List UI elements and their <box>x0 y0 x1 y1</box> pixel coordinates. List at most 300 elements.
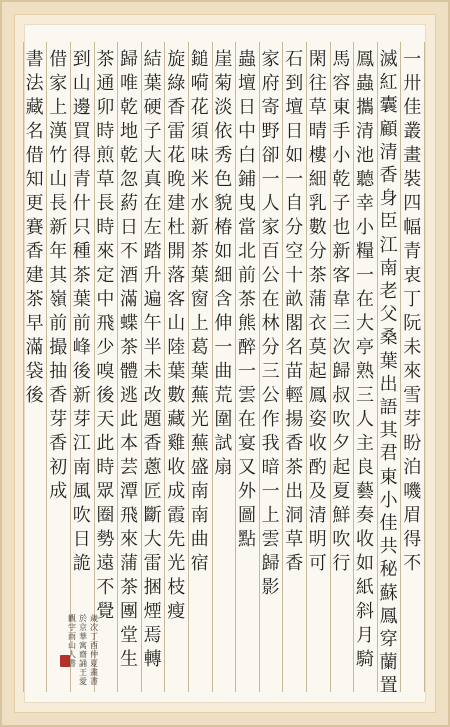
calligraphy-character: 姿 <box>308 409 327 430</box>
calligraphy-character: 當 <box>237 217 256 238</box>
calligraphy-character: 閑 <box>308 49 327 70</box>
calligraphy-character: 枝 <box>167 577 186 598</box>
calligraphy-character: 畫 <box>403 145 422 166</box>
calligraphy-character: 葉 <box>167 361 186 382</box>
calligraphy-character: 乾 <box>119 145 138 166</box>
calligraphy-character: 成 <box>167 481 186 502</box>
calligraphy-character: 香 <box>143 433 162 454</box>
calligraphy-character: 奏 <box>355 505 374 526</box>
calligraphy-column <box>188 48 212 576</box>
calligraphy-character: 題 <box>143 409 162 430</box>
calligraphy-character: 上 <box>261 505 280 526</box>
calligraphy-character: 茶 <box>72 265 91 286</box>
calligraphy-character: 北 <box>237 241 256 262</box>
calligraphy-character: 漢 <box>49 121 68 142</box>
calligraphy-character: 此 <box>119 409 138 430</box>
calligraphy-character: 收 <box>167 457 186 478</box>
calligraphy-character: 影 <box>261 577 280 598</box>
calligraphy-character: 及 <box>308 481 327 502</box>
calligraphy-character: 潭 <box>119 481 138 502</box>
calligraphy-character: 風 <box>72 481 91 502</box>
calligraphy-character: 雷 <box>167 121 186 142</box>
calligraphy-character: 時 <box>96 121 115 142</box>
calligraphy-character: 芸 <box>119 457 138 478</box>
calligraphy-character: 南 <box>190 505 209 526</box>
calligraphy-character: 藝 <box>355 481 374 502</box>
calligraphy-character: 容 <box>332 73 351 94</box>
calligraphy-character: 落 <box>167 265 186 286</box>
calligraphy-character: 雲 <box>237 385 256 406</box>
calligraphy-character: 長 <box>96 193 115 214</box>
calligraphy-character: 人 <box>355 409 374 430</box>
calligraphy-character: 在 <box>355 289 374 310</box>
calligraphy-character: 盛 <box>190 457 209 478</box>
calligraphy-character: 石 <box>285 49 304 70</box>
calligraphy-character: 盼 <box>403 433 422 454</box>
calligraphy-character: 未 <box>143 361 162 382</box>
calligraphy-character: 公 <box>261 265 280 286</box>
calligraphy-character: 新 <box>72 385 91 406</box>
calligraphy-character: 先 <box>167 529 186 550</box>
calligraphy-character: 光 <box>167 553 186 574</box>
calligraphy-character: 到 <box>72 49 91 70</box>
calligraphy-character: 韋 <box>332 289 351 310</box>
calligraphy-character: 壇 <box>237 73 256 94</box>
signature-character: 歲 <box>90 614 98 623</box>
calligraphy-character: 到 <box>285 73 304 94</box>
calligraphy-character: 家 <box>49 73 68 94</box>
signature-character: 京 <box>79 623 87 632</box>
calligraphy-column <box>141 48 165 672</box>
calligraphy-character: 幅 <box>403 217 422 238</box>
calligraphy-character: 名 <box>25 121 44 142</box>
calligraphy-character: 明 <box>308 529 327 550</box>
calligraphy-character: 試 <box>214 433 233 454</box>
calligraphy-character: 邊 <box>72 97 91 118</box>
calligraphy-character: 種 <box>72 241 91 262</box>
calligraphy-character: 其 <box>49 265 68 286</box>
calligraphy-character: 覺 <box>96 601 115 622</box>
calligraphy-character: 茶 <box>25 289 44 310</box>
calligraphy-character: 日 <box>119 217 138 238</box>
calligraphy-character: 芽 <box>49 409 68 430</box>
calligraphy-character: 蕪 <box>190 385 209 406</box>
signature-character: 雨 <box>68 632 76 641</box>
calligraphy-character: 一 <box>214 337 233 358</box>
signature-character: 王 <box>79 668 87 677</box>
calligraphy-character: 卻 <box>261 145 280 166</box>
calligraphy-character: 囊 <box>379 95 398 117</box>
calligraphy-character: 斜 <box>355 601 374 622</box>
calligraphy-character: 蘭 <box>379 652 398 674</box>
calligraphy-character: 未 <box>403 337 422 358</box>
calligraphy-character: 良 <box>355 457 374 478</box>
signature-character: 愛 <box>79 677 87 686</box>
calligraphy-character: 池 <box>355 145 374 166</box>
calligraphy-character: 竹 <box>49 145 68 166</box>
calligraphy-character: 知 <box>25 169 44 190</box>
calligraphy-character: 葉 <box>72 289 91 310</box>
calligraphy-character: 人 <box>261 193 280 214</box>
calligraphy-character: 依 <box>214 121 233 142</box>
calligraphy-character: 大 <box>355 313 374 334</box>
calligraphy-character: 嗅 <box>96 361 115 382</box>
calligraphy-character: 紅 <box>379 72 398 94</box>
calligraphy-character: 嶺 <box>49 289 68 310</box>
calligraphy-character: 中 <box>237 121 256 142</box>
calligraphy-character: 綠 <box>167 73 186 94</box>
calligraphy-character: 伸 <box>214 313 233 334</box>
calligraphy-character: 吹 <box>332 409 351 430</box>
calligraphy-character: 宿 <box>190 553 209 574</box>
calligraphy-character: 扇 <box>214 457 233 478</box>
calligraphy-character: 滅 <box>379 49 398 70</box>
calligraphy-character: 米 <box>190 169 209 190</box>
calligraphy-character: 借 <box>49 49 68 70</box>
calligraphy-character: 香 <box>49 385 68 406</box>
calligraphy-character: 在 <box>143 193 162 214</box>
calligraphy-character: 書 <box>25 49 44 70</box>
calligraphy-character: 大 <box>143 145 162 166</box>
calligraphy-character: 夕 <box>332 433 351 454</box>
calligraphy-character: 語 <box>379 397 398 419</box>
calligraphy-character: 可 <box>308 553 327 574</box>
calligraphy-character: 數 <box>167 385 186 406</box>
calligraphy-character: 後 <box>25 385 44 406</box>
calligraphy-character: 酌 <box>308 457 327 478</box>
calligraphy-character: 一 <box>285 169 304 190</box>
calligraphy-character: 乾 <box>119 97 138 118</box>
calligraphy-character: 水 <box>190 193 209 214</box>
calligraphy-character: 出 <box>285 481 304 502</box>
calligraphy-character: 行 <box>332 553 351 574</box>
calligraphy-character: 光 <box>190 409 209 430</box>
calligraphy-character: 什 <box>72 193 91 214</box>
calligraphy-character: 聽 <box>355 169 374 190</box>
signature-character: 畫 <box>90 668 98 677</box>
calligraphy-character: 得 <box>72 145 91 166</box>
calligraphy-character: 如 <box>214 241 233 262</box>
calligraphy-character: 顧 <box>379 118 398 140</box>
calligraphy-character: 香 <box>285 553 304 574</box>
calligraphy-character: 勢 <box>96 529 115 550</box>
signature-character: 仲 <box>90 650 98 659</box>
calligraphy-character: 自 <box>285 193 304 214</box>
calligraphy-character: 秀 <box>214 145 233 166</box>
calligraphy-character: 乾 <box>332 169 351 190</box>
calligraphy-character: 焉 <box>143 625 162 646</box>
calligraphy-character: 客 <box>332 265 351 286</box>
calligraphy-character: 天 <box>96 409 115 430</box>
calligraphy-character: 初 <box>49 457 68 478</box>
calligraphy-character: 歸 <box>119 49 138 70</box>
calligraphy-character: 新 <box>332 241 351 262</box>
calligraphy-character: 硬 <box>143 97 162 118</box>
calligraphy-character: 來 <box>119 529 138 550</box>
calligraphy-character: 雲 <box>261 529 280 550</box>
calligraphy-character: 南 <box>190 481 209 502</box>
calligraphy-character: 作 <box>261 409 280 430</box>
signature-character: 夏 <box>90 659 98 668</box>
calligraphy-character: 小 <box>355 217 374 238</box>
calligraphy-character: 蘇 <box>379 582 398 604</box>
calligraphy-character: 結 <box>143 49 162 70</box>
calligraphy-column <box>23 48 47 408</box>
calligraphy-character: 大 <box>143 529 162 550</box>
calligraphy-character: 建 <box>25 265 44 286</box>
calligraphy-character: 醉 <box>237 337 256 358</box>
calligraphy-column <box>330 48 354 576</box>
calligraphy-character: 鳳 <box>379 605 398 627</box>
calligraphy-character: 草 <box>96 169 115 190</box>
calligraphy-character: 草 <box>285 529 304 550</box>
calligraphy-character: 熟 <box>355 361 374 382</box>
calligraphy-character: 遍 <box>143 289 162 310</box>
calligraphy-character: 茶 <box>119 577 138 598</box>
calligraphy-character: 體 <box>119 361 138 382</box>
calligraphy-character: 臣 <box>379 211 398 233</box>
calligraphy-character: 分 <box>308 241 327 262</box>
calligraphy-character: 前 <box>72 313 91 334</box>
calligraphy-character: 點 <box>237 529 256 550</box>
calligraphy-character: 鳳 <box>355 49 374 70</box>
signature-character: 次 <box>90 623 98 632</box>
calligraphy-character: 晚 <box>167 169 186 190</box>
calligraphy-character: 踏 <box>143 241 162 262</box>
calligraphy-character: 崖 <box>214 49 233 70</box>
calligraphy-character: 草 <box>308 97 327 118</box>
signature-character: 酉 <box>90 641 98 650</box>
calligraphy-character: 晴 <box>308 121 327 142</box>
calligraphy-character: 來 <box>96 241 115 262</box>
calligraphy-character: 後 <box>72 361 91 382</box>
calligraphy-character: 一 <box>403 49 422 70</box>
calligraphy-character: 佳 <box>403 97 422 118</box>
calligraphy-column <box>235 48 259 552</box>
calligraphy-character: 唯 <box>119 73 138 94</box>
calligraphy-character: 揚 <box>285 409 304 430</box>
calligraphy-character: 法 <box>25 73 44 94</box>
calligraphy-character: 三 <box>261 361 280 382</box>
calligraphy-character: 借 <box>25 145 44 166</box>
calligraphy-character: 杜 <box>167 217 186 238</box>
calligraphy-character: 團 <box>119 601 138 622</box>
calligraphy-character: 蔥 <box>143 457 162 478</box>
calligraphy-character: 野 <box>261 121 280 142</box>
calligraphy-character: 曲 <box>190 529 209 550</box>
calligraphy-character: 起 <box>332 457 351 478</box>
calligraphy-character: 生 <box>119 649 138 670</box>
signature-inscription <box>64 614 80 668</box>
calligraphy-character: 蝶 <box>119 313 138 334</box>
calligraphy-character: 身 <box>379 188 398 210</box>
calligraphy-character: 叔 <box>332 385 351 406</box>
signature-character: 字 <box>68 623 76 632</box>
signature-character: 齋 <box>79 650 87 659</box>
calligraphy-character: 如 <box>355 553 374 574</box>
calligraphy-character: 子 <box>143 121 162 142</box>
calligraphy-character: 歸 <box>332 361 351 382</box>
calligraphy-character: 香 <box>379 165 398 187</box>
calligraphy-character: 霞 <box>167 505 186 526</box>
calligraphy-character: 子 <box>332 193 351 214</box>
calligraphy-character: 在 <box>237 409 256 430</box>
calligraphy-character: 忽 <box>119 169 138 190</box>
calligraphy-column <box>46 48 70 504</box>
calligraphy-character: 滿 <box>119 289 138 310</box>
calligraphy-character: 又 <box>237 457 256 478</box>
calligraphy-character: 前 <box>49 313 68 334</box>
signature-character: 人 <box>68 650 76 659</box>
calligraphy-character: 老 <box>379 281 398 303</box>
calligraphy-character: 外 <box>237 481 256 502</box>
calligraphy-character: 家 <box>261 49 280 70</box>
calligraphy-character: 夏 <box>332 481 351 502</box>
calligraphy-character: 葉 <box>190 265 209 286</box>
calligraphy-character: 泊 <box>403 457 422 478</box>
calligraphy-character: 幸 <box>355 193 374 214</box>
calligraphy-character: 撮 <box>49 337 68 358</box>
calligraphy-character: 起 <box>308 361 327 382</box>
calligraphy-character: 轉 <box>143 649 162 670</box>
calligraphy-character: 細 <box>308 169 327 190</box>
calligraphy-character: 茶 <box>96 49 115 70</box>
calligraphy-character: 收 <box>355 529 374 550</box>
calligraphy-column <box>400 48 424 576</box>
calligraphy-character: 宴 <box>237 433 256 454</box>
calligraphy-character: 暗 <box>261 457 280 478</box>
calligraphy-character: 後 <box>96 385 115 406</box>
calligraphy-character: 小 <box>379 489 398 511</box>
calligraphy-character: 熊 <box>237 313 256 334</box>
calligraphy-character: 不 <box>119 241 138 262</box>
calligraphy-character: 君 <box>379 443 398 465</box>
calligraphy-character: 細 <box>214 265 233 286</box>
calligraphy-character: 次 <box>332 337 351 358</box>
calligraphy-character: 時 <box>96 217 115 238</box>
calligraphy-character: 客 <box>167 289 186 310</box>
calligraphy-character: 葉 <box>190 361 209 382</box>
calligraphy-character: 穿 <box>379 629 398 651</box>
calligraphy-character: 日 <box>237 97 256 118</box>
calligraphy-column <box>282 48 306 576</box>
signature-character: 書 <box>90 677 98 686</box>
calligraphy-character: 月 <box>355 625 374 646</box>
calligraphy-character: 佳 <box>379 513 398 535</box>
calligraphy-character: 定 <box>96 265 115 286</box>
calligraphy-character: 藏 <box>25 97 44 118</box>
calligraphy-character: 含 <box>214 289 233 310</box>
calligraphy-character: 味 <box>190 145 209 166</box>
calligraphy-character: 圍 <box>214 409 233 430</box>
calligraphy-character: 香 <box>167 97 186 118</box>
column-rule <box>424 42 425 692</box>
calligraphy-character: 上 <box>49 97 68 118</box>
calligraphy-character: 吹 <box>72 505 91 526</box>
calligraphy-character: 茶 <box>237 289 256 310</box>
calligraphy-character: 其 <box>379 420 398 442</box>
calligraphy-character: 清 <box>308 505 327 526</box>
calligraphy-character: 飛 <box>119 505 138 526</box>
calligraphy-character: 嗬 <box>190 73 209 94</box>
calligraphy-character: 南 <box>379 257 398 279</box>
calligraphy-character: 蕪 <box>190 433 209 454</box>
calligraphy-character: 新 <box>190 217 209 238</box>
calligraphy-character: 樓 <box>308 145 327 166</box>
calligraphy-character: 中 <box>96 289 115 310</box>
calligraphy-character: 建 <box>167 193 186 214</box>
calligraphy-character: 成 <box>49 481 68 502</box>
calligraphy-character: 南 <box>72 457 91 478</box>
calligraphy-character: 主 <box>355 433 374 454</box>
calligraphy-character: 往 <box>308 73 327 94</box>
signature-character: 觀 <box>68 614 76 623</box>
calligraphy-character: 本 <box>119 433 138 454</box>
calligraphy-character: 小 <box>332 145 351 166</box>
calligraphy-character: 數 <box>308 217 327 238</box>
calligraphy-character: 分 <box>261 337 280 358</box>
calligraphy-character: 江 <box>72 433 91 454</box>
calligraphy-character: 圖 <box>237 505 256 526</box>
calligraphy-character: 不 <box>403 553 422 574</box>
calligraphy-character: 蒲 <box>308 289 327 310</box>
calligraphy-character: 葛 <box>190 337 209 358</box>
calligraphy-character: 旋 <box>167 49 186 70</box>
calligraphy-character: 時 <box>96 457 115 478</box>
calligraphy-character: 此 <box>96 433 115 454</box>
calligraphy-character: 香 <box>25 241 44 262</box>
calligraphy-character: 出 <box>379 373 398 395</box>
calligraphy-character: 花 <box>167 145 186 166</box>
calligraphy-character: 來 <box>403 361 422 382</box>
calligraphy-character: 葯 <box>119 193 138 214</box>
calligraphy-character: 三 <box>332 313 351 334</box>
calligraphy-character: 半 <box>143 337 162 358</box>
calligraphy-character: 只 <box>72 217 91 238</box>
calligraphy-character: 更 <box>25 193 44 214</box>
calligraphy-character: 窗 <box>190 289 209 310</box>
calligraphy-character: 畝 <box>285 289 304 310</box>
calligraphy-character: 雞 <box>167 433 186 454</box>
calligraphy-character: 改 <box>143 385 162 406</box>
calligraphy-character: 捆 <box>143 577 162 598</box>
calligraphy-character: 地 <box>119 121 138 142</box>
calligraphy-character: 亭 <box>355 337 374 358</box>
calligraphy-character: 百 <box>261 241 280 262</box>
calligraphy-character: 壇 <box>285 97 304 118</box>
calligraphy-character: 抽 <box>49 361 68 382</box>
calligraphy-character: 芽 <box>403 409 422 430</box>
calligraphy-character: 桑 <box>379 327 398 349</box>
calligraphy-character: 秘 <box>379 559 398 581</box>
calligraphy-character: 閣 <box>285 313 304 334</box>
calligraphy-character: 卯 <box>96 97 115 118</box>
calligraphy-character: 茶 <box>285 457 304 478</box>
calligraphy-character: 茶 <box>308 265 327 286</box>
calligraphy-character: 青 <box>403 241 422 262</box>
calligraphy-character: 椿 <box>214 217 233 238</box>
calligraphy-character: 左 <box>143 217 162 238</box>
calligraphy-character: 葉 <box>379 350 398 372</box>
calligraphy-character: 清 <box>355 121 374 142</box>
calligraphy-character: 上 <box>190 313 209 334</box>
calligraphy-character: 香 <box>49 433 68 454</box>
calligraphy-character: 午 <box>143 313 162 334</box>
calligraphy-character: 葉 <box>143 73 162 94</box>
calligraphy-character: 置 <box>379 675 398 697</box>
calligraphy-character: 公 <box>261 385 280 406</box>
calligraphy-character: 衣 <box>308 313 327 334</box>
